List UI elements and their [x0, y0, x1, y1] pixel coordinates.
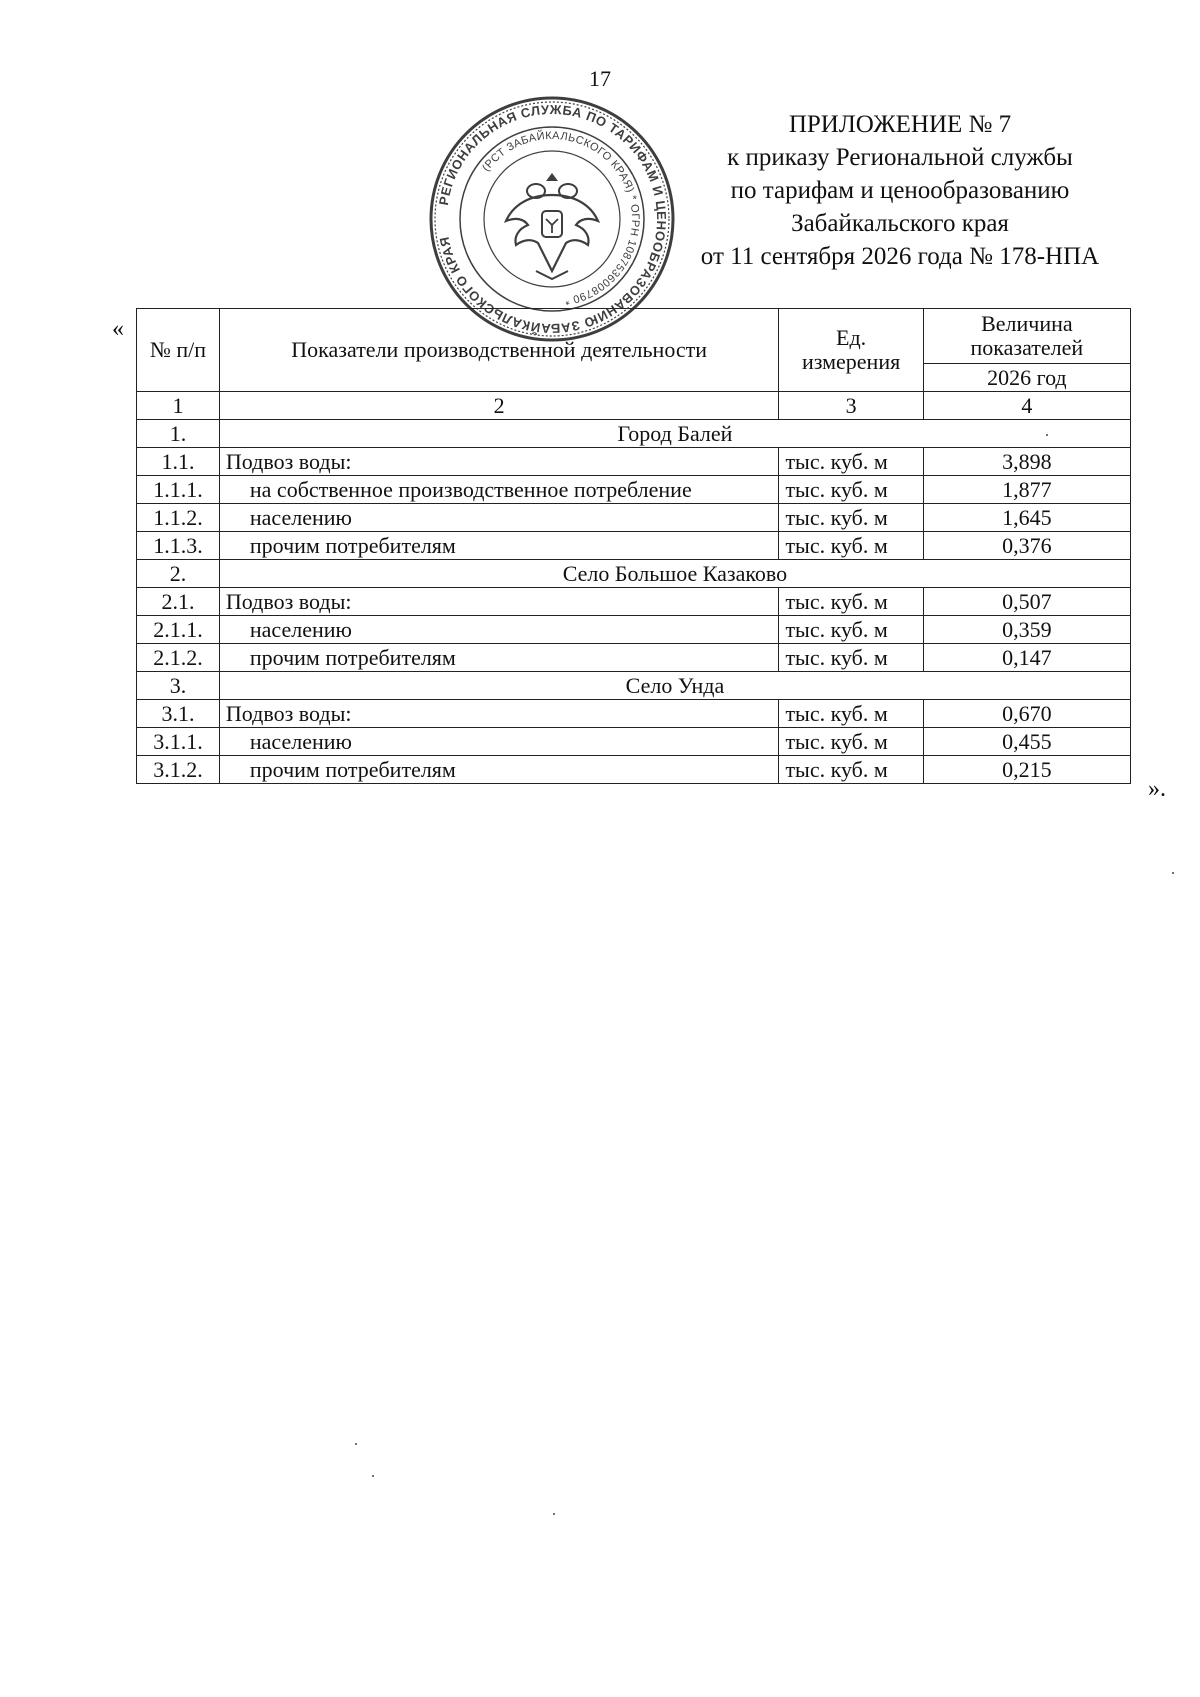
- section-name: Село Большое Казаково: [219, 560, 1130, 588]
- annex-line-service: по тарифам и ценообразованию: [730, 177, 1070, 204]
- row-value: 1,645: [923, 504, 1130, 532]
- row-unit: тыс. куб. м: [779, 644, 923, 672]
- annex-title: ПРИЛОЖЕНИЕ № 7: [788, 111, 1012, 138]
- column-number: 4: [923, 392, 1130, 420]
- row-num: 3.1.2.: [137, 756, 220, 784]
- table-row: [137, 448, 1131, 476]
- row-num: 3.1.: [137, 700, 220, 728]
- section-num: 3.: [137, 672, 220, 700]
- table-row: [137, 700, 1131, 728]
- row-label: прочим потребителям: [219, 532, 779, 560]
- row-unit: тыс. куб. м: [779, 756, 923, 784]
- row-label: населению: [219, 504, 779, 532]
- section-name: Село Унда: [219, 672, 1130, 700]
- table-row: [137, 532, 1131, 560]
- closing-quote: ».: [1148, 776, 1166, 802]
- table-row: [137, 644, 1131, 672]
- row-value: 0,359: [923, 616, 1130, 644]
- annex-line-order: к приказу Региональной службы: [727, 144, 1073, 171]
- row-label: прочим потребителям: [219, 644, 779, 672]
- row-num: 2.1.2.: [137, 644, 220, 672]
- column-number: 2: [219, 392, 779, 420]
- header-year: 2026 год: [923, 364, 1130, 392]
- table-row: [137, 756, 1131, 784]
- row-label: прочим потребителям: [219, 756, 779, 784]
- header-value-text: Величина показателей: [970, 311, 1084, 360]
- row-unit: тыс. куб. м: [779, 532, 923, 560]
- row-value: 0,147: [923, 644, 1130, 672]
- row-label: на собственное производственное потребление: [219, 476, 779, 504]
- annex-header: [660, 108, 1140, 273]
- row-num: 3.1.1.: [137, 728, 220, 756]
- row-value: 0,455: [923, 728, 1130, 756]
- row-unit: тыс. куб. м: [779, 700, 923, 728]
- row-num: 2.1.1.: [137, 616, 220, 644]
- annex-line-date: от 11 сентября 2026 года № 178-НПА: [700, 243, 1100, 270]
- section-row: [137, 560, 1131, 588]
- table-row: [137, 616, 1131, 644]
- row-value: 0,215: [923, 756, 1130, 784]
- header-unit-text: Ед. измерения: [801, 325, 901, 374]
- column-number-row: [137, 392, 1131, 420]
- row-num: 2.1.: [137, 588, 220, 616]
- coat-of-arms-icon: [506, 173, 598, 279]
- header-unit: [779, 309, 923, 392]
- row-unit: тыс. куб. м: [779, 616, 923, 644]
- row-value: 1,877: [923, 476, 1130, 504]
- header-value: [923, 309, 1130, 364]
- row-num: 1.1.1.: [137, 476, 220, 504]
- table-row: [137, 728, 1131, 756]
- row-value: 0,670: [923, 700, 1130, 728]
- seal-inner-text: (РСТ ЗАБАЙКАЛЬСКОГО КРАЯ) * ОГРН 1087536008790 *: [480, 129, 642, 307]
- annex-line-region: Забайкальского края: [791, 210, 1009, 237]
- row-num: 1.1.2.: [137, 504, 220, 532]
- section-row: [137, 672, 1131, 700]
- table-row: [137, 476, 1131, 504]
- row-num: 1.1.3.: [137, 532, 220, 560]
- row-label: населению: [219, 616, 779, 644]
- section-name: Город Балей: [219, 420, 1130, 448]
- row-value: 3,898: [923, 448, 1130, 476]
- row-unit: тыс. куб. м: [779, 504, 923, 532]
- column-number: 1: [137, 392, 220, 420]
- section-row: [137, 420, 1131, 448]
- row-label: населению: [219, 728, 779, 756]
- row-value: 0,507: [923, 588, 1130, 616]
- row-unit: тыс. куб. м: [779, 588, 923, 616]
- row-label: Подвоз воды:: [219, 448, 779, 476]
- indicators-table: [136, 308, 1131, 784]
- table-row: [137, 588, 1131, 616]
- section-num: 2.: [137, 560, 220, 588]
- row-unit: тыс. куб. м: [779, 476, 923, 504]
- row-label: Подвоз воды:: [219, 588, 779, 616]
- row-unit: тыс. куб. м: [779, 448, 923, 476]
- section-num: 1.: [137, 420, 220, 448]
- row-label: Подвоз воды:: [219, 700, 779, 728]
- table-header-row: [137, 309, 1131, 364]
- row-num: 1.1.: [137, 448, 220, 476]
- page-number: 17: [589, 66, 611, 91]
- row-value: 0,376: [923, 532, 1130, 560]
- column-number: 3: [779, 392, 923, 420]
- seal-outer-text: РЕГИОНАЛЬНАЯ СЛУЖБА ПО ТАРИФАМ И ЦЕНООБРАЗОВАНИЮ ЗАБАЙКАЛЬСКОГО КРАЯ: [435, 101, 670, 337]
- official-seal-icon: [428, 95, 676, 343]
- row-unit: тыс. куб. м: [779, 728, 923, 756]
- header-num: № п/п: [137, 309, 220, 392]
- opening-quote: «: [112, 316, 124, 342]
- table-row: [137, 504, 1131, 532]
- svg-text:(РСТ ЗАБАЙКАЛЬСКОГО КРАЯ) * ОГ: [480, 129, 641, 307]
- header-indicator: Показатели производственной деятельности: [219, 309, 779, 392]
